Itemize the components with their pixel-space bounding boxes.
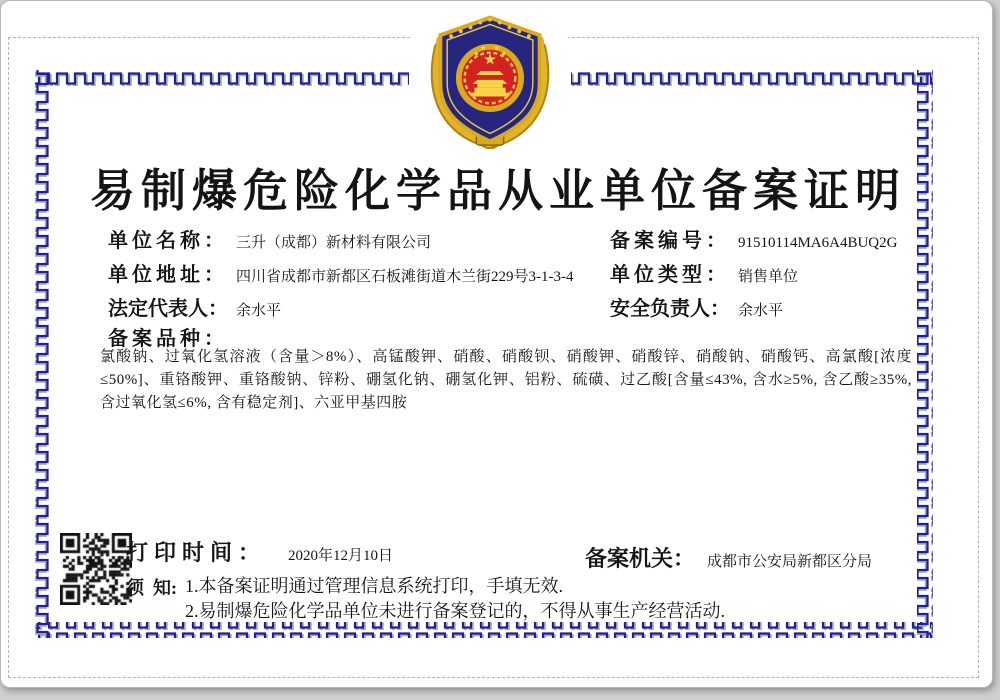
print-time-row [126, 536, 393, 567]
field-legal-representative [108, 292, 281, 321]
field-label: 单位名称： [108, 230, 228, 252]
field-label: 单位类型： [610, 264, 730, 286]
field-value: 91510114MA6A4BUQ2G [738, 235, 898, 251]
field-unit-name [108, 224, 431, 253]
qr-code [60, 533, 132, 605]
authority-row [585, 542, 872, 573]
field-value: 余水平 [738, 303, 784, 319]
field-label: 备案编号： [610, 230, 730, 252]
notice-line-2: 2.易制爆危险化学品单位未进行备案登记的，不得从事生产经营活动. [185, 601, 725, 621]
field-unit-type [610, 258, 798, 287]
field-unit-address [108, 258, 574, 287]
field-label: 备案品种： [108, 328, 228, 350]
field-value: 四川省成都市新都区石板滩街道木兰街229号3-1-3-4 [236, 269, 574, 285]
authority-value: 成都市公安局新都区分局 [707, 554, 873, 570]
field-value: 三升（成都）新材料有限公司 [236, 235, 432, 251]
notice-section [126, 574, 725, 624]
field-safety-officer [610, 292, 783, 321]
certificate-title: 易制爆危险化学品从业单位备案证明 [89, 165, 906, 216]
print-time-label: 打印时间： [126, 540, 267, 565]
field-label: 安全负责人： [610, 298, 730, 320]
field-label: 单位地址： [108, 264, 228, 286]
field-value: 销售单位 [738, 269, 799, 285]
notice-label: 须 知: [126, 578, 177, 598]
police-badge-emblem [411, 4, 569, 150]
print-time-value: 2020年12月10日 [288, 548, 394, 564]
field-record-number [610, 224, 897, 253]
notice-line-1: 1.本备案证明通过管理信息系统打印，手填无效. [185, 576, 563, 596]
field-label: 法定代表人： [108, 298, 228, 320]
authority-label: 备案机关： [585, 546, 696, 571]
field-value: 余水平 [236, 303, 282, 319]
varieties-paragraph: 氯酸钠、过氧化氢溶液（含量＞8%）、高锰酸钾、硝酸、硝酸钡、硝酸钾、硝酸锌、硝酸钠、硝酸钙、高氯酸[浓度≤50%]、重铬酸钾、重铬酸钠、锌粉、硼氢化钠、硼氢化钾、铝粉、硫磺、过乙酸[含量≤43%, 含水≥5%, 含乙酸≥35%, 含过氧化氢≤6%, 含有稳定剂]、六亚甲基四胺 [100, 349, 912, 411]
